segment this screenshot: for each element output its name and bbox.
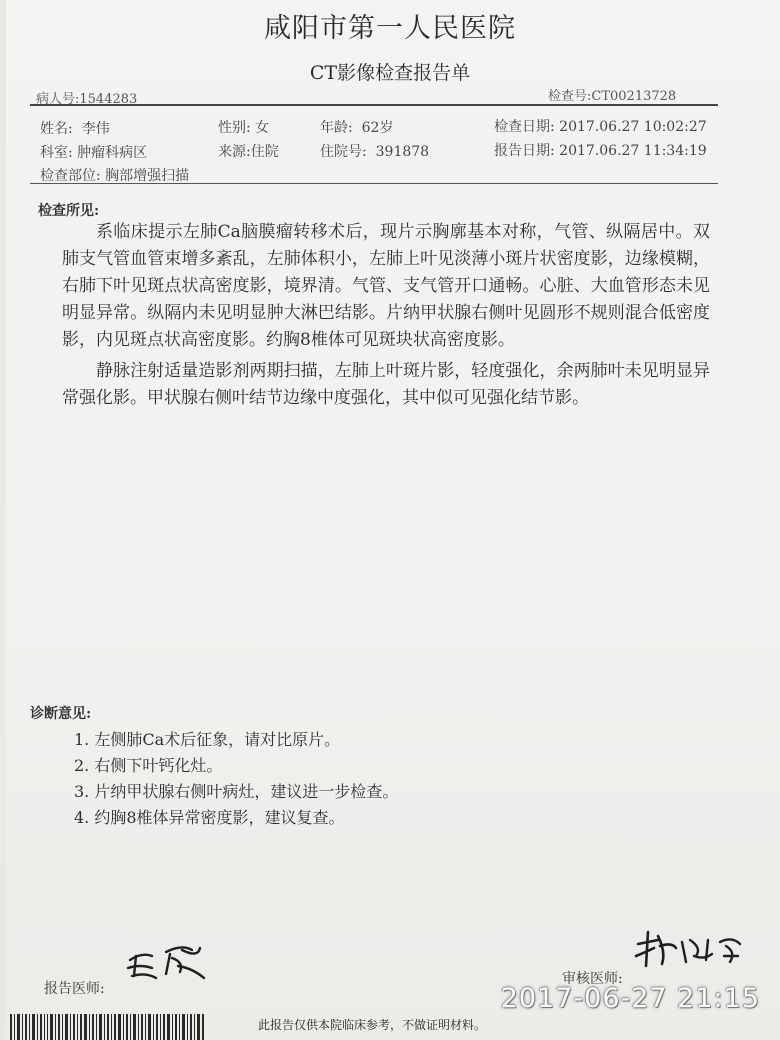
diagnosis-heading: 诊断意见: bbox=[30, 706, 92, 722]
photo-timestamp: 2017-06-27 21:15 bbox=[500, 983, 760, 1014]
name-label: 姓名: bbox=[40, 121, 73, 137]
findings-heading: 检查所见: bbox=[38, 203, 100, 219]
patient-number-label: 病人号: bbox=[36, 92, 80, 107]
diagnosis-item: 1. 左侧肺Ca术后征象，请对比原片。 bbox=[74, 730, 341, 749]
source-label: 来源: bbox=[218, 144, 251, 160]
age-field bbox=[320, 117, 393, 137]
header-rule-top bbox=[30, 104, 718, 106]
inpatient-value: 391878 bbox=[375, 144, 430, 160]
exam-date-label: 检查日期: bbox=[494, 119, 555, 135]
report-date-field bbox=[494, 140, 707, 160]
exam-part-field bbox=[40, 165, 189, 185]
sex-value: 女 bbox=[255, 120, 270, 136]
reporter-signature bbox=[122, 938, 212, 984]
exam-number-label: 检查号: bbox=[548, 89, 592, 104]
report-title: CT影像检查报告单 bbox=[309, 62, 471, 84]
diagnosis-item: 2. 右侧下叶钙化灶。 bbox=[74, 756, 223, 775]
findings-paragraph: 静脉注射适量造影剂两期扫描，左肺上叶斑片影，轻度强化，余两肺叶未见明显异常强化影。甲状腺右侧叶结节边缘中度强化，其中似可见强化结节影。 bbox=[62, 361, 710, 408]
findings-body bbox=[62, 219, 710, 416]
exam-number-value: CT00213728 bbox=[591, 89, 677, 104]
reporter-label: 报告医师: bbox=[44, 981, 105, 997]
exam-date-field bbox=[494, 116, 707, 136]
report-date-label: 报告日期: bbox=[494, 143, 555, 159]
exam-number bbox=[548, 85, 676, 104]
diagnosis-item: 3. 片纳甲状腺右侧叶病灶，建议进一步检查。 bbox=[74, 782, 399, 801]
reviewer-signature bbox=[632, 926, 752, 974]
dept-label: 科室: bbox=[40, 145, 73, 161]
exam-part-label: 检查部位: bbox=[40, 168, 101, 184]
inpatient-field bbox=[320, 141, 429, 161]
barcode-icon bbox=[8, 1010, 208, 1040]
dept-value: 肿瘤科病区 bbox=[77, 145, 148, 161]
age-label: 年龄: bbox=[320, 120, 353, 136]
header-rule-bottom bbox=[30, 183, 718, 184]
findings-paragraph: 系临床提示左肺Ca脑膜瘤转移术后，现片示胸廓基本对称，气管、纵隔居中。双肺支气管血管束增多紊乱，左肺体积小，左肺上叶见淡薄小斑片状密度影，边缘模糊，右肺下叶见斑点状高密度影，境界清。气管、支气管开口通畅。心脏、大血管形态未见明显异常。纵隔内未见明显肿大淋巴结影。片纳甲状腺右侧叶见圆形不规则混合低密度影，内见斑点状高密度影。约胸8椎体可见斑块状高密度影。 bbox=[62, 222, 710, 350]
inpatient-label: 住院号: bbox=[320, 144, 367, 160]
source-field bbox=[218, 141, 279, 161]
reviewer-label: 审核医师: bbox=[562, 971, 623, 987]
diagnosis-list bbox=[74, 727, 398, 831]
patient-number-value: 1544283 bbox=[79, 92, 138, 107]
sex-label: 性别: bbox=[218, 120, 251, 136]
footer-disclaimer: 此报告仅供本院临床参考，不做证明材料。 bbox=[258, 1018, 487, 1032]
name-value: 李伟 bbox=[81, 121, 110, 137]
exam-date-value: 2017.06.27 10:02:27 bbox=[559, 119, 707, 135]
diagnosis-item: 4. 约胸8椎体异常密度影，建议复查。 bbox=[74, 808, 345, 827]
source-value: 住院 bbox=[250, 144, 279, 160]
dept-field bbox=[40, 142, 147, 162]
report-date-value: 2017.06.27 11:34:19 bbox=[559, 143, 707, 159]
hospital-title: 咸阳市第一人民医院 bbox=[264, 13, 516, 44]
exam-part-value: 胸部增强扫描 bbox=[105, 168, 190, 184]
sex-field bbox=[218, 117, 269, 137]
age-value: 62岁 bbox=[361, 120, 394, 136]
name-field bbox=[40, 118, 110, 138]
